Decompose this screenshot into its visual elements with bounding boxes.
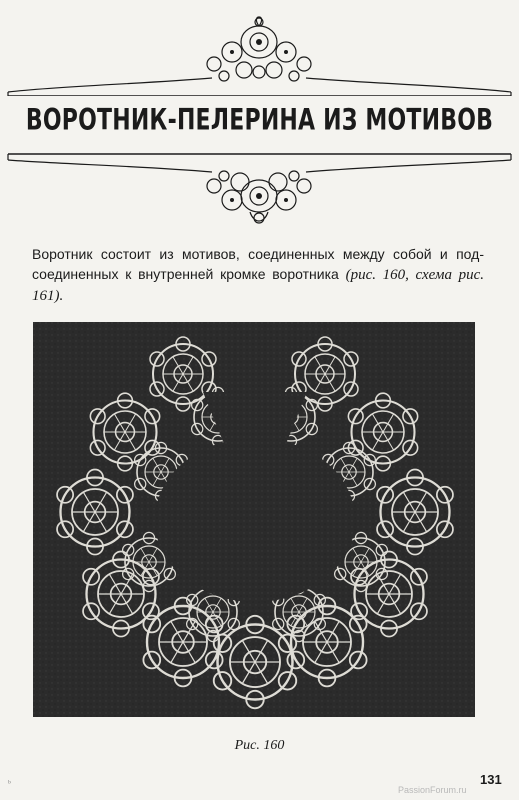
corner-mark: ᵇ [8,778,11,788]
lace-collar-photo [33,322,475,717]
figure-reference: (рис. 160, схема рис. 161). [32,267,485,304]
intro-paragraph [32,244,484,306]
page-title: ВОРОТНИК-ПЕЛЕРИНА ИЗ МОТИВОВ [25,104,494,138]
watermark: PassionForum.ru [398,785,467,795]
intro-text: Воротник состоит из мотивов, соединенных между собой и под-соединенных к внутренней кромке воротника [32,246,484,282]
figure-caption: Рис. 160 [234,738,285,753]
bottom-ornament [0,138,519,228]
top-ornament [0,0,519,96]
page-number: 131 [480,772,502,787]
